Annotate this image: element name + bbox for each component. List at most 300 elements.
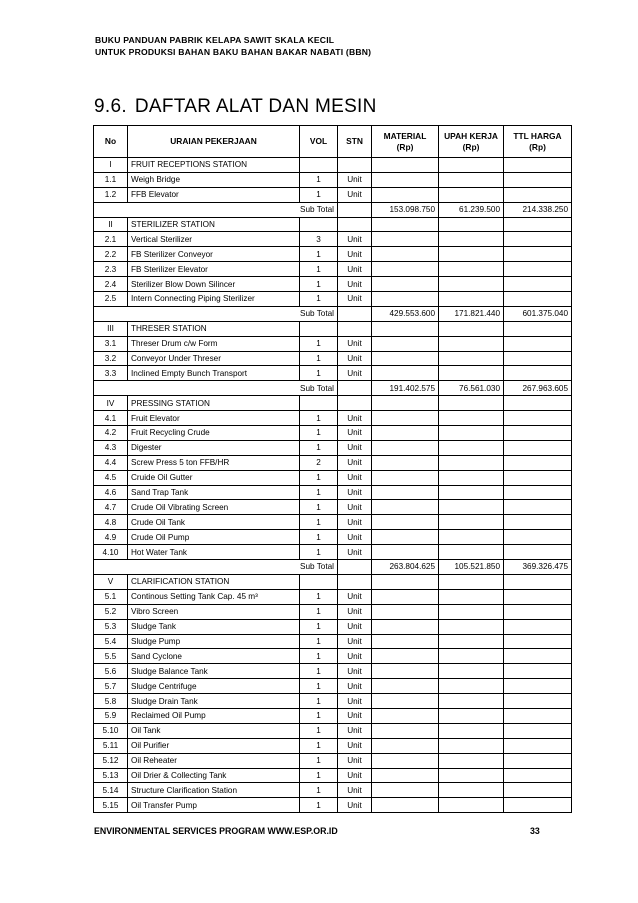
upah-cell: [439, 679, 504, 694]
vol-cell: 1: [300, 515, 338, 530]
table-row: [94, 426, 572, 441]
stn-cell: [338, 574, 372, 589]
no-cell: 3.2: [94, 351, 128, 366]
material-cell: [372, 336, 439, 351]
uraian-cell: Cruide Oil Gutter: [128, 470, 300, 485]
col-header-material-line2: (Rp): [396, 141, 414, 152]
stn-cell: Unit: [338, 589, 372, 604]
upah-cell: [439, 411, 504, 426]
upah-cell: [439, 694, 504, 709]
upah-cell: [439, 500, 504, 515]
upah-cell: [439, 262, 504, 277]
material-cell: [372, 783, 439, 798]
ttl-cell: [504, 455, 572, 470]
upah-cell: [439, 172, 504, 187]
station-row: [94, 217, 572, 232]
no-cell: 4.1: [94, 411, 128, 426]
table-row: [94, 738, 572, 753]
no-cell: 2.4: [94, 277, 128, 292]
uraian-cell: FB Sterilizer Elevator: [128, 262, 300, 277]
ttl-cell: [504, 440, 572, 455]
upah-cell: 76.561.030: [439, 381, 504, 396]
upah-cell: [439, 738, 504, 753]
table-row: [94, 351, 572, 366]
upah-cell: [439, 783, 504, 798]
upah-cell: [439, 708, 504, 723]
uraian-cell: Oil Purifier: [128, 738, 300, 753]
upah-cell: [439, 217, 504, 232]
stn-cell: [338, 381, 372, 396]
material-cell: [372, 798, 439, 813]
stn-cell: Unit: [338, 753, 372, 768]
uraian-cell: FRUIT RECEPTIONS STATION: [128, 158, 300, 173]
ttl-cell: [504, 172, 572, 187]
table-row: [94, 619, 572, 634]
ttl-cell: [504, 783, 572, 798]
uraian-cell: Crude Oil Vibrating Screen: [128, 500, 300, 515]
ttl-cell: [504, 753, 572, 768]
no-cell: 3.3: [94, 366, 128, 381]
uraian-cell: Sludge Tank: [128, 619, 300, 634]
ttl-cell: [504, 634, 572, 649]
table-row: [94, 172, 572, 187]
ttl-cell: [504, 798, 572, 813]
col-header-no: No: [94, 126, 128, 158]
upah-cell: [439, 351, 504, 366]
vol-cell: 1: [300, 485, 338, 500]
vol-cell: 1: [300, 500, 338, 515]
vol-cell: 1: [300, 649, 338, 664]
uraian-cell: STERILIZER STATION: [128, 217, 300, 232]
vol-cell: 1: [300, 292, 338, 307]
uraian-cell: Crude Oil Pump: [128, 530, 300, 545]
ttl-cell: [504, 247, 572, 262]
upah-cell: [439, 574, 504, 589]
upah-cell: [439, 530, 504, 545]
ttl-cell: 601.375.040: [504, 306, 572, 321]
ttl-cell: [504, 530, 572, 545]
material-cell: [372, 426, 439, 441]
upah-cell: [439, 470, 504, 485]
material-cell: [372, 649, 439, 664]
footer-text: ENVIRONMENTAL SERVICES PROGRAM WWW.ESP.OR.ID: [94, 826, 338, 836]
col-header-uraian: URAIAN PEKERJAAN: [128, 126, 300, 158]
material-cell: [372, 351, 439, 366]
no-cell: II: [94, 217, 128, 232]
material-cell: [372, 187, 439, 202]
no-cell: 2.3: [94, 262, 128, 277]
no-cell: 2.2: [94, 247, 128, 262]
uraian-cell: Fruit Elevator: [128, 411, 300, 426]
no-cell: 4.2: [94, 426, 128, 441]
material-cell: [372, 604, 439, 619]
uraian-cell: FFB Elevator: [128, 187, 300, 202]
uraian-cell: Fruit Recycling Crude: [128, 426, 300, 441]
stn-cell: Unit: [338, 262, 372, 277]
vol-cell: 1: [300, 753, 338, 768]
stn-cell: Unit: [338, 768, 372, 783]
subtotal-row: [94, 381, 572, 396]
table-row: [94, 723, 572, 738]
upah-cell: [439, 158, 504, 173]
stn-cell: Unit: [338, 604, 372, 619]
ttl-cell: [504, 619, 572, 634]
running-header-line-2: UNTUK PRODUKSI BAHAN BAKU BAHAN BAKAR NABATI (BBN): [95, 47, 372, 57]
col-header-upah-line2: (Rp): [462, 141, 480, 152]
subtotal-label: Sub Total: [94, 202, 338, 217]
table-row: [94, 768, 572, 783]
no-cell: 5.11: [94, 738, 128, 753]
upah-cell: [439, 292, 504, 307]
stn-cell: Unit: [338, 723, 372, 738]
stn-cell: Unit: [338, 664, 372, 679]
vol-cell: 1: [300, 336, 338, 351]
upah-cell: [439, 440, 504, 455]
no-cell: 4.8: [94, 515, 128, 530]
table-row: [94, 485, 572, 500]
uraian-cell: Inclined Empty Bunch Transport: [128, 366, 300, 381]
stn-cell: Unit: [338, 277, 372, 292]
table-row: [94, 411, 572, 426]
stn-cell: [338, 306, 372, 321]
upah-cell: [439, 232, 504, 247]
stn-cell: Unit: [338, 679, 372, 694]
material-cell: [372, 217, 439, 232]
stn-cell: Unit: [338, 738, 372, 753]
material-cell: [372, 440, 439, 455]
station-row: [94, 158, 572, 173]
table-row: [94, 455, 572, 470]
stn-cell: [338, 396, 372, 411]
uraian-cell: Oil Transfer Pump: [128, 798, 300, 813]
upah-cell: [439, 649, 504, 664]
section-heading: [94, 96, 377, 118]
no-cell: 4.6: [94, 485, 128, 500]
stn-cell: Unit: [338, 545, 372, 560]
no-cell: 2.5: [94, 292, 128, 307]
stn-cell: Unit: [338, 426, 372, 441]
ttl-cell: [504, 277, 572, 292]
upah-cell: [439, 455, 504, 470]
vol-cell: 1: [300, 619, 338, 634]
material-cell: [372, 589, 439, 604]
ttl-cell: [504, 545, 572, 560]
uraian-cell: Sterilizer Blow Down Silincer: [128, 277, 300, 292]
station-row: [94, 321, 572, 336]
upah-cell: [439, 396, 504, 411]
table-header-row: [94, 126, 572, 158]
vol-cell: 1: [300, 664, 338, 679]
running-header-line-1: BUKU PANDUAN PABRIK KELAPA SAWIT SKALA KECIL: [95, 35, 335, 45]
uraian-cell: Structure Clarification Station: [128, 783, 300, 798]
no-cell: 2.1: [94, 232, 128, 247]
ttl-cell: [504, 694, 572, 709]
material-cell: [372, 634, 439, 649]
uraian-cell: THRESER STATION: [128, 321, 300, 336]
vol-cell: 1: [300, 277, 338, 292]
vol-cell: 1: [300, 545, 338, 560]
uraian-cell: Sludge Pump: [128, 634, 300, 649]
uraian-cell: Crude Oil Tank: [128, 515, 300, 530]
uraian-cell: Continous Setting Tank Cap. 45 m³: [128, 589, 300, 604]
table-row: [94, 664, 572, 679]
material-cell: [372, 455, 439, 470]
ttl-cell: [504, 262, 572, 277]
ttl-cell: [504, 500, 572, 515]
upah-cell: [439, 604, 504, 619]
ttl-cell: [504, 589, 572, 604]
vol-cell: 1: [300, 366, 338, 381]
table-row: [94, 694, 572, 709]
upah-cell: [439, 515, 504, 530]
no-cell: 1.2: [94, 187, 128, 202]
subtotal-label: Sub Total: [94, 560, 338, 575]
uraian-cell: Sludge Balance Tank: [128, 664, 300, 679]
col-header-upah-line1: UPAH KERJA: [444, 130, 498, 141]
table-row: [94, 649, 572, 664]
col-header-stn: STN: [338, 126, 372, 158]
stn-cell: [338, 202, 372, 217]
table-row: [94, 634, 572, 649]
no-cell: 5.5: [94, 649, 128, 664]
stn-cell: Unit: [338, 515, 372, 530]
material-cell: [372, 366, 439, 381]
uraian-cell: Intern Connecting Piping Sterilizer: [128, 292, 300, 307]
vol-cell: 1: [300, 783, 338, 798]
vol-cell: 1: [300, 723, 338, 738]
stn-cell: Unit: [338, 649, 372, 664]
equipment-table: [93, 125, 572, 813]
ttl-cell: [504, 708, 572, 723]
stn-cell: [338, 217, 372, 232]
no-cell: 5.6: [94, 664, 128, 679]
table-row: [94, 366, 572, 381]
material-cell: [372, 619, 439, 634]
upah-cell: [439, 366, 504, 381]
uraian-cell: Vertical Sterilizer: [128, 232, 300, 247]
ttl-cell: [504, 604, 572, 619]
ttl-cell: [504, 664, 572, 679]
ttl-cell: [504, 426, 572, 441]
material-cell: [372, 694, 439, 709]
no-cell: 5.8: [94, 694, 128, 709]
stn-cell: [338, 321, 372, 336]
upah-cell: [439, 723, 504, 738]
running-header: [95, 34, 371, 58]
ttl-cell: [504, 396, 572, 411]
uraian-cell: Sand Trap Tank: [128, 485, 300, 500]
no-cell: IV: [94, 396, 128, 411]
no-cell: V: [94, 574, 128, 589]
stn-cell: Unit: [338, 500, 372, 515]
vol-cell: 1: [300, 530, 338, 545]
material-cell: [372, 247, 439, 262]
vol-cell: 1: [300, 708, 338, 723]
uraian-cell: Digester: [128, 440, 300, 455]
stn-cell: Unit: [338, 485, 372, 500]
no-cell: 5.9: [94, 708, 128, 723]
ttl-cell: [504, 649, 572, 664]
table-row: [94, 679, 572, 694]
uraian-cell: Sludge Drain Tank: [128, 694, 300, 709]
vol-cell: 1: [300, 604, 338, 619]
material-cell: [372, 411, 439, 426]
material-cell: [372, 470, 439, 485]
table-row: [94, 708, 572, 723]
table-row: [94, 292, 572, 307]
upah-cell: [439, 187, 504, 202]
upah-cell: [439, 664, 504, 679]
vol-cell: 1: [300, 738, 338, 753]
stn-cell: Unit: [338, 455, 372, 470]
uraian-cell: Weigh Bridge: [128, 172, 300, 187]
col-header-ttl: [504, 126, 572, 158]
table-row: [94, 440, 572, 455]
ttl-cell: [504, 723, 572, 738]
no-cell: 4.9: [94, 530, 128, 545]
material-cell: [372, 664, 439, 679]
ttl-cell: [504, 411, 572, 426]
subtotal-row: [94, 306, 572, 321]
upah-cell: [439, 798, 504, 813]
material-cell: [372, 530, 439, 545]
no-cell: 5.4: [94, 634, 128, 649]
upah-cell: [439, 485, 504, 500]
col-header-material-line1: MATERIAL: [383, 130, 427, 141]
material-cell: [372, 515, 439, 530]
no-cell: III: [94, 321, 128, 336]
stn-cell: [338, 158, 372, 173]
stn-cell: Unit: [338, 292, 372, 307]
stn-cell: Unit: [338, 694, 372, 709]
uraian-cell: Threser Drum c/w Form: [128, 336, 300, 351]
no-cell: 5.1: [94, 589, 128, 604]
upah-cell: [439, 247, 504, 262]
uraian-cell: Oil Drier & Collecting Tank: [128, 768, 300, 783]
ttl-cell: [504, 485, 572, 500]
vol-cell: 1: [300, 798, 338, 813]
uraian-cell: Oil Tank: [128, 723, 300, 738]
stn-cell: Unit: [338, 232, 372, 247]
table-row: [94, 470, 572, 485]
table-body: [94, 158, 572, 813]
vol-cell: [300, 321, 338, 336]
vol-cell: 1: [300, 694, 338, 709]
section-title: DAFTAR ALAT DAN MESIN: [134, 96, 377, 117]
ttl-cell: [504, 217, 572, 232]
col-header-ttl-line2: (Rp): [529, 141, 546, 152]
vol-cell: 3: [300, 232, 338, 247]
upah-cell: [439, 753, 504, 768]
ttl-cell: [504, 187, 572, 202]
vol-cell: 1: [300, 440, 338, 455]
table-row: [94, 798, 572, 813]
subtotal-row: [94, 560, 572, 575]
material-cell: [372, 574, 439, 589]
material-cell: [372, 753, 439, 768]
no-cell: 3.1: [94, 336, 128, 351]
ttl-cell: 214.338.250: [504, 202, 572, 217]
ttl-cell: [504, 232, 572, 247]
upah-cell: [439, 634, 504, 649]
stn-cell: Unit: [338, 783, 372, 798]
material-cell: [372, 708, 439, 723]
stn-cell: Unit: [338, 530, 372, 545]
stn-cell: Unit: [338, 187, 372, 202]
no-cell: 5.2: [94, 604, 128, 619]
ttl-cell: [504, 351, 572, 366]
table-row: [94, 545, 572, 560]
uraian-cell: Sand Cyclone: [128, 649, 300, 664]
vol-cell: [300, 217, 338, 232]
table-row: [94, 753, 572, 768]
ttl-cell: [504, 515, 572, 530]
vol-cell: 1: [300, 470, 338, 485]
stn-cell: [338, 560, 372, 575]
material-cell: [372, 277, 439, 292]
vol-cell: 1: [300, 351, 338, 366]
uraian-cell: Conveyor Under Threser: [128, 351, 300, 366]
station-row: [94, 574, 572, 589]
uraian-cell: Oil Reheater: [128, 753, 300, 768]
uraian-cell: Hot Water Tank: [128, 545, 300, 560]
stn-cell: Unit: [338, 336, 372, 351]
stn-cell: Unit: [338, 440, 372, 455]
col-header-material: [372, 126, 439, 158]
stn-cell: Unit: [338, 634, 372, 649]
table-row: [94, 500, 572, 515]
material-cell: [372, 172, 439, 187]
material-cell: [372, 738, 439, 753]
stn-cell: Unit: [338, 411, 372, 426]
station-row: [94, 396, 572, 411]
table-row: [94, 515, 572, 530]
no-cell: 4.4: [94, 455, 128, 470]
vol-cell: 1: [300, 411, 338, 426]
uraian-cell: Sludge Centrifuge: [128, 679, 300, 694]
uraian-cell: Reclaimed Oil Pump: [128, 708, 300, 723]
material-cell: [372, 262, 439, 277]
page-number: 33: [530, 826, 540, 836]
uraian-cell: CLARIFICATION STATION: [128, 574, 300, 589]
stn-cell: Unit: [338, 470, 372, 485]
stn-cell: Unit: [338, 366, 372, 381]
upah-cell: [439, 336, 504, 351]
vol-cell: 1: [300, 172, 338, 187]
vol-cell: [300, 396, 338, 411]
ttl-cell: [504, 366, 572, 381]
stn-cell: Unit: [338, 798, 372, 813]
material-cell: [372, 545, 439, 560]
material-cell: 191.402.575: [372, 381, 439, 396]
vol-cell: 1: [300, 262, 338, 277]
material-cell: [372, 679, 439, 694]
no-cell: 5.7: [94, 679, 128, 694]
section-number: 9.6.: [94, 96, 127, 117]
ttl-cell: [504, 158, 572, 173]
no-cell: 5.13: [94, 768, 128, 783]
no-cell: 5.10: [94, 723, 128, 738]
ttl-cell: 369.326.475: [504, 560, 572, 575]
material-cell: [372, 485, 439, 500]
material-cell: [372, 396, 439, 411]
upah-cell: 171.821.440: [439, 306, 504, 321]
no-cell: I: [94, 158, 128, 173]
no-cell: 4.7: [94, 500, 128, 515]
material-cell: [372, 232, 439, 247]
table-row: [94, 277, 572, 292]
stn-cell: Unit: [338, 708, 372, 723]
